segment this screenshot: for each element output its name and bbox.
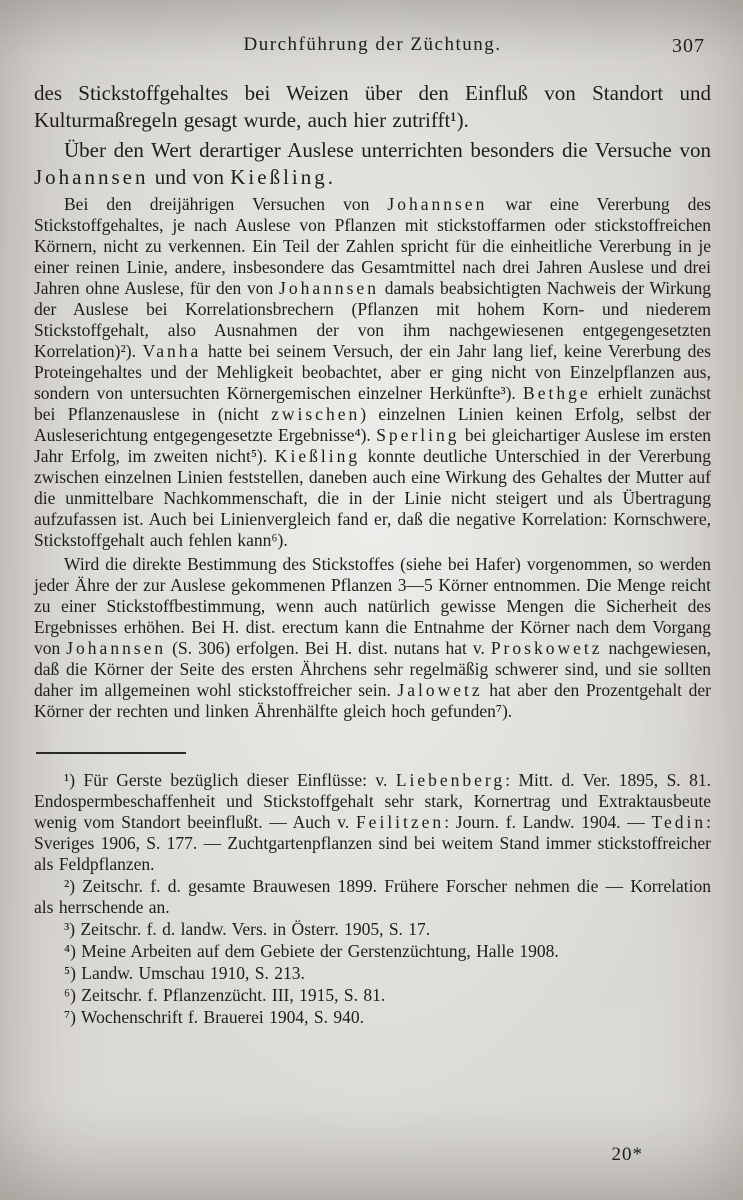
letterspaced-name: Tedin <box>651 812 707 832</box>
letterspaced-name: Bethge <box>523 383 591 403</box>
text-run: ⁵) Landw. Umschau 1910, S. 213. <box>64 963 305 983</box>
text-run: : Sveriges 1906, S. 177. — Zuchtgartenpflanzen sind bei weitem Stand immer stickstoffreicher als Feldpflanzen. <box>34 812 711 874</box>
letterspaced-name: Vanha <box>142 341 202 361</box>
paragraph-auslese-wert <box>34 137 711 191</box>
text-run: ²) Zeitschr. f. d. gesamte Brauwesen 1899. Frühere Forscher nehmen die — Korrelation als herrschende an. <box>34 876 711 917</box>
text-run: ³) Zeitschr. f. d. landw. Vers. in Österr. 1905, S. 17. <box>64 919 431 939</box>
text-run: ⁴) Meine Arbeiten auf dem Gebiete der Gerstenzüchtung, Halle 1908. <box>64 941 559 961</box>
footnote-1 <box>34 770 711 875</box>
letterspaced-name: Sperling <box>376 425 460 445</box>
running-title: Durchführung der Züchtung. <box>243 34 502 55</box>
text-run: damals beabsichtigten Nachweis der Wirkung der Auslese bei Korrelationsbrechern (Pflanzen mit hohem Korn- und niederem Stickstoffgehalt, also Ausnahmen der von ihm nachgewiesenen entgegengesetzten Korrelation)²). <box>34 278 711 361</box>
letterspaced-name: zwischen <box>271 404 361 424</box>
text-run: ¹) Für Gerste bezüglich dieser Einflüsse: v. <box>64 770 396 790</box>
text-run: (S. 306) erfolgen. Bei H. dist. nutans hat v. <box>166 638 491 658</box>
text-run: Über den Wert derartiger Auslese unterrichten besonders die Versuche von <box>64 138 711 162</box>
letterspaced-name: Johannsen <box>279 278 379 298</box>
letterspaced-name: Johannsen <box>34 165 149 189</box>
paragraph-versuche-petit <box>34 194 711 551</box>
letterspaced-name: Proskowetz <box>490 638 603 658</box>
letterspaced-name: Feilitzen <box>355 812 445 832</box>
text-run: bei gleichartiger Auslese im ersten Jahr Erfolg, im zweiten nicht⁵). <box>34 425 711 466</box>
footnote-6 <box>34 985 711 1006</box>
text-run: hat aber den Prozentgehalt der Körner der rechten und linken Ährenhälfte gleich hoch gefunden⁷). <box>34 680 711 721</box>
text-run: und von <box>148 165 231 189</box>
text-run: war eine Vererbung des Stickstoffgehaltes, je nach Auslese von Pflanzen mit stickstoffarmen oder stickstoffreichen Körnern, nicht zu verkennen. Ein Teil der Zahlen spricht für die einheitliche Vererbung in je einer reinen Linie, andere, insbesondere das Gesamtmittel nach drei Jahren Auslese und drei Jahren ohne Auslese, für den von <box>34 194 711 298</box>
text-run: hatte bei seinem Versuch, der ein Jahr lang lief, keine Vererbung des Proteingehaltes und der Mehligkeit beobachtet, aber er ging nicht von Einzelpflanzen aus, sondern von untersuchten Körnergemischen einzelner Herkünfte³). <box>34 341 711 403</box>
letterspaced-name: Kießling <box>230 165 328 189</box>
footnote-7 <box>34 1007 711 1028</box>
text-run: des Stickstoffgehaltes bei Weizen über den Einfluß von Standort und Kulturmaßregeln gesagt wurde, auch hier zutrifft¹). <box>34 81 711 132</box>
paragraph-direkte-bestimmung <box>34 554 711 722</box>
text-run: : Journ. f. Landw. 1904. — <box>444 812 652 832</box>
footnote-2 <box>34 876 711 918</box>
text-run: ⁷) Wochenschrift f. Brauerei 1904, S. 940. <box>64 1007 365 1027</box>
text-run: Wird die direkte Bestimmung des Stickstoffes (siehe bei Hafer) vorgenommen, so werden jeder Ähre der zur Auslese gekommenen Pflanzen 3—5 Körner entnommen. Die Menge reicht zu einer Stickstoffbestimmung, wenn auch natürlich gewisse Mengen die Sicherheit des Ergebnisses erhöhen. Bei H. dist. erectum kann die Entnahme der Körner nach dem Vorgang von <box>34 554 711 658</box>
text-run: ⁶) Zeitschr. f. Pflanzenzücht. III, 1915, S. 81. <box>64 985 386 1005</box>
page-header <box>34 34 711 64</box>
text-run: erhielt zunächst bei Pflanzenauslese in (nicht <box>34 383 711 424</box>
letterspaced-name: Johannsen <box>66 638 167 658</box>
text-run: nachgewiesen, daß die Körner der Seite des ersten Ährchens sehr regelmäßig schwerer sind, und sie sollten daher im allgemeinen wohl stickstoffreicher sein. <box>34 638 711 700</box>
printer-signature: 20* <box>611 1144 643 1165</box>
footnote-4 <box>34 941 711 962</box>
letterspaced-name: Liebenberg <box>395 770 506 790</box>
paragraph-continuation <box>34 80 711 134</box>
body-text <box>34 80 711 722</box>
page-number: 307 <box>672 35 705 57</box>
text-run: : Mitt. d. Ver. 1895, S. 81. Endospermbeschaffenheit und Stickstoffgehalt sehr stark, Kornertrag und Extraktausbeute wenig vom Standort beeinflußt. — Auch v. <box>34 770 711 832</box>
text-run: . <box>327 165 333 189</box>
letterspaced-name: Jalowetz <box>397 680 483 700</box>
footnotes <box>34 770 711 1028</box>
letterspaced-name: Kießling <box>274 446 361 466</box>
text-run: ) einzelnen Linien keinen Erfolg, selbst der Ausleserichtung entgegengesetzte Ergebnisse⁴). <box>34 404 711 445</box>
footnote-3 <box>34 919 711 940</box>
text-run: konnte deutliche Unterschied in der Vererbung zwischen einzelnen Linien feststellen, daneben auch eine Wirkung des Gehaltes der Mutter auf die unmittelbare Nachkommenschaft, die in der Linie nicht steigert und als Übertragung aufzufassen ist. Auch bei Linienvergleich fand er, daß die negative Korrelation: Kornschwere, Stickstoffgehalt auch fehlen kann⁶). <box>34 446 712 550</box>
text-run: Bei den dreijährigen Versuchen von <box>64 194 388 214</box>
footnote-5 <box>34 963 711 984</box>
footnote-rule <box>36 752 186 754</box>
letterspaced-name: Johannsen <box>387 194 488 214</box>
